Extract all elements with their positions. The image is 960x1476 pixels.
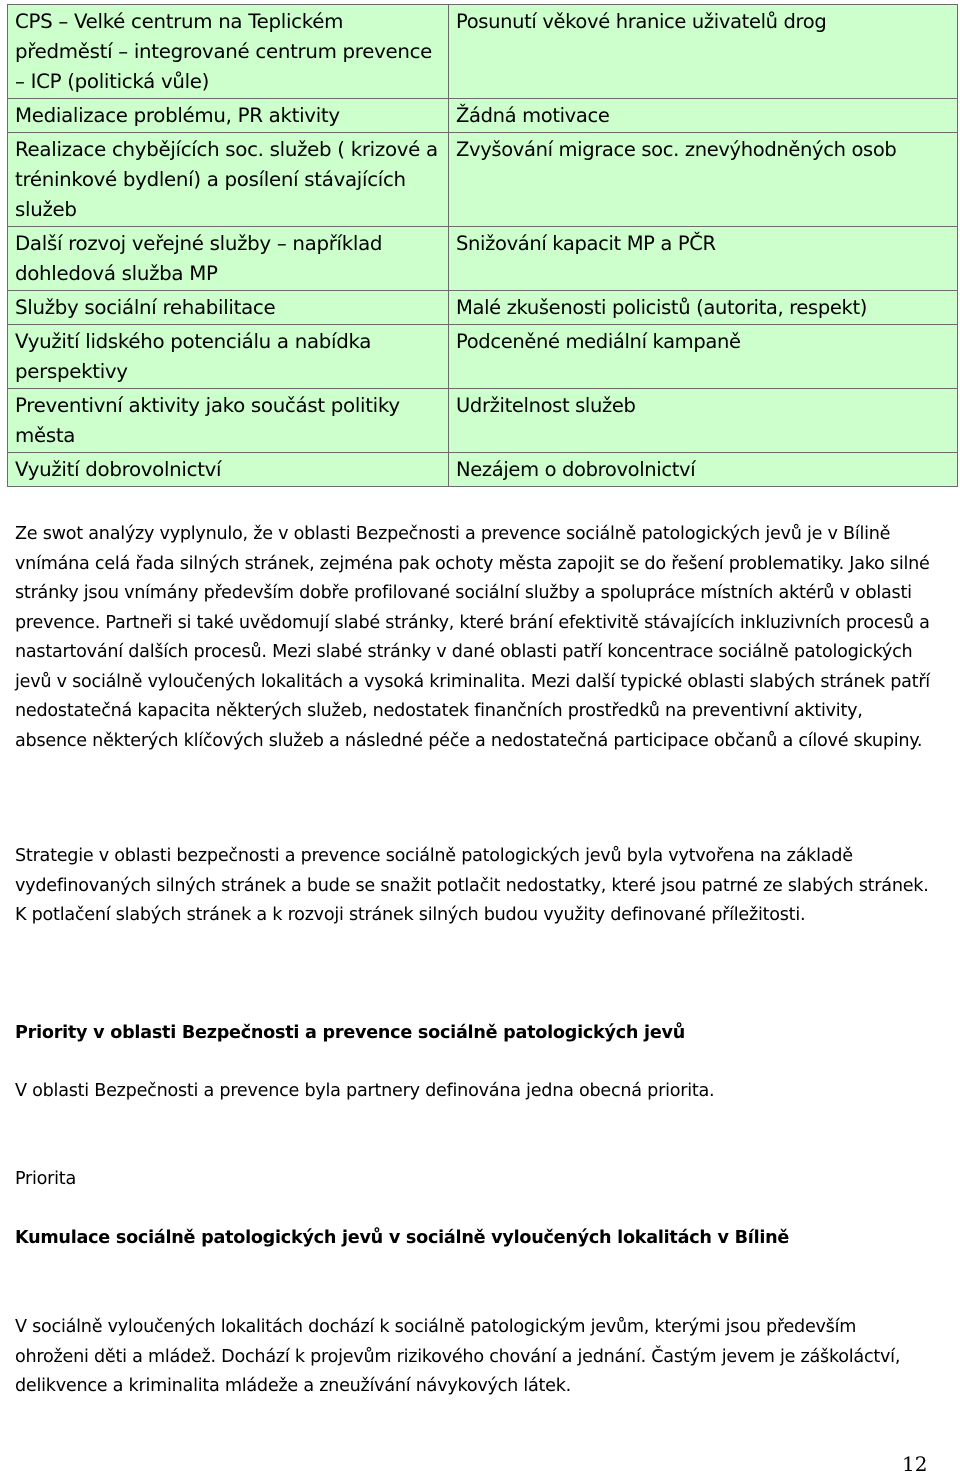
swot-table (7, 4, 958, 487)
swot-cell-left: Služby sociální rehabilitace (8, 291, 449, 325)
priority-title: Kumulace sociálně patologických jevů v sociálně vyloučených lokalitách v Bílině (15, 1228, 790, 1248)
priority-label: Priorita (15, 1169, 76, 1189)
swot-row (8, 453, 958, 487)
swot-row (8, 5, 958, 99)
swot-row (8, 325, 958, 389)
swot-row (8, 133, 958, 227)
swot-cell-right: Zvyšování migrace soc. znevýhodněných osob (449, 133, 958, 227)
swot-cell-left: Realizace chybějících soc. služeb ( krizové a tréninkové bydlení) a posílení stávajících služeb (8, 133, 449, 227)
strategy-paragraph: Strategie v oblasti bezpečnosti a prevence sociálně patologických jevů byla vytvořena na základě vydefinovaných silných stránek a bude se snažit potlačit nedostatky, které jsou patrné ze slabých stránek. K potlačení slabých stránek a k rozvoji stránek silných budou využity definované příležitosti. (15, 846, 929, 925)
swot-cell-right: Žádná motivace (449, 99, 958, 133)
swot-table-body (8, 5, 958, 487)
swot-cell-left: Preventivní aktivity jako součást politiky města (8, 389, 449, 453)
page-number: 12 (902, 1452, 928, 1476)
swot-row (8, 227, 958, 291)
priorities-heading: Priority v oblasti Bezpečnosti a prevence sociálně patologických jevů (15, 1023, 686, 1043)
swot-summary-paragraph: Ze swot analýzy vyplynulo, že v oblasti Bezpečnosti a prevence sociálně patologických jevů je v Bílině vnímána celá řada silných stránek, zejména pak ochoty města zapojit se do řešení problematiky. Jako silné stránky jsou vnímány především dobře profilované sociální služby a spolupráce místních aktérů v oblasti prevence. Partneři si také uvědomují slabé stránky, které brání efektivitě stávajících inkluzivních procesů a nastartování dalších procesů. Mezi slabé stránky v dané oblasti patří koncentrace sociálně patologických jevů v sociálně vyloučených lokalitách a vysoká kriminalita. Mezi další typické oblasti slabých stránek patří nedostatečná kapacita některých služeb, nedostatek finančních prostředků na preventivní aktivity, absence některých klíčových služeb a následné péče a nedostatečná participace občanů a cílové skupiny. (15, 524, 930, 751)
swot-cell-left: Využití dobrovolnictví (8, 453, 449, 487)
swot-cell-right: Snižování kapacit MP a PČR (449, 227, 958, 291)
swot-cell-left: Využití lidského potenciálu a nabídka perspektivy (8, 325, 449, 389)
swot-cell-left: Další rozvoj veřejné služby – například dohledová služba MP (8, 227, 449, 291)
swot-cell-right: Nezájem o dobrovolnictví (449, 453, 958, 487)
priority-description-paragraph: V sociálně vyloučených lokalitách dochází k sociálně patologickým jevům, kterými jsou především ohroženi děti a mládež. Dochází k projevům rizikového chování a jednání. Častým jevem je záškoláctví, delikvence a kriminalita mládeže a zneužívání návykových látek. (15, 1317, 901, 1396)
swot-cell-left: CPS – Velké centrum na Teplickém předměstí – integrované centrum prevence – ICP (politická vůle) (8, 5, 449, 99)
swot-cell-right: Posunutí věkové hranice uživatelů drog (449, 5, 958, 99)
swot-cell-left: Medializace problému, PR aktivity (8, 99, 449, 133)
swot-cell-right: Malé zkušenosti policistů (autorita, respekt) (449, 291, 958, 325)
swot-row (8, 99, 958, 133)
swot-cell-right: Udržitelnost služeb (449, 389, 958, 453)
swot-row (8, 291, 958, 325)
swot-cell-right: Podceněné mediální kampaně (449, 325, 958, 389)
priorities-intro-paragraph: V oblasti Bezpečnosti a prevence byla partnery definována jedna obecná priorita. (15, 1081, 715, 1101)
swot-row (8, 389, 958, 453)
